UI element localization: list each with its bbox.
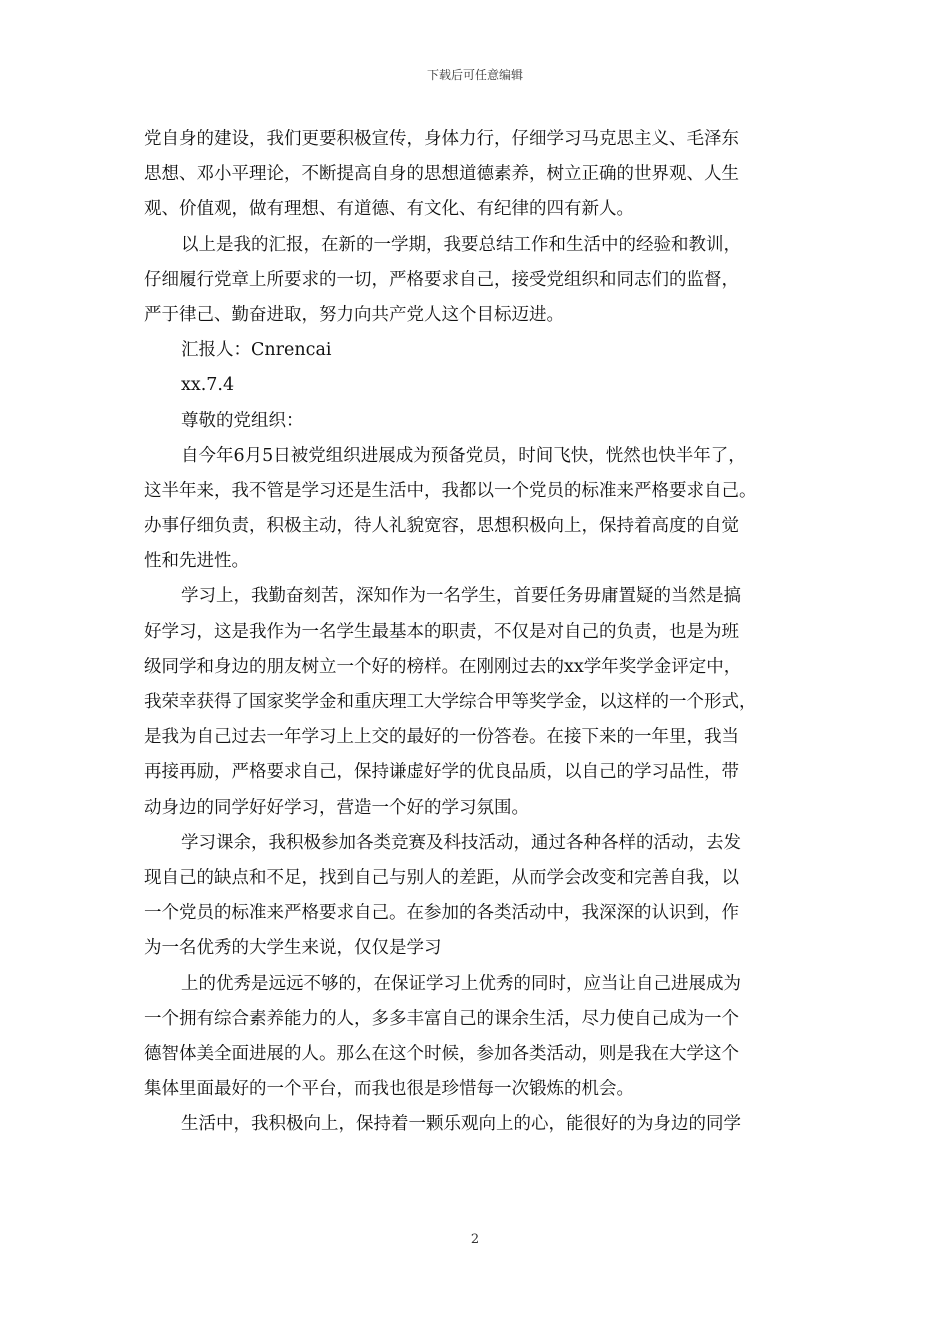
text-line: 动身边的同学好好学习，营造一个好的学习氛围。 (144, 797, 529, 818)
text-line: 党自身的建设，我们更要积极宣传，身体力行，仔细学习马克思主义、毛泽东 (144, 129, 739, 149)
salutation-line: 尊敬的党组织： (181, 410, 304, 431)
text-line: 生活中，我积极向上，保持着一颗乐观向上的心，能很好的为身边的同学 (181, 1114, 741, 1135)
text-line: 上的优秀是远远不够的，在保证学习上优秀的同时，应当让自己进展成为 (181, 973, 741, 994)
page-header: 下载后可任意编辑 (426, 68, 523, 82)
text-line: 级同学和身边的朋友树立一个好的榜样。在刚刚过去的xx学年奖学金评定中， (144, 656, 742, 677)
text-line: 思想、邓小平理论，不断提高自身的思想道德素养，树立正确的世界观、人生 (144, 164, 739, 185)
signature-line: 汇报人：Cnrencai (181, 340, 332, 361)
text-line: 一个党员的标准来严格要求自己。在参加的各类活动中，我深深的认识到，作 (144, 903, 739, 924)
text-line: 学习课余，我积极参加各类竞赛及科技活动，通过各种各样的活动，去发 (181, 832, 741, 853)
text-line: 学习上，我勤奋刻苦，深知作为一名学生，首要任务毋庸置疑的当然是搞 (181, 586, 741, 607)
text-line: 集体里面最好的一个平台，而我也很是珍惜每一次锻炼的机会。 (144, 1079, 634, 1100)
document-body (144, 122, 812, 1142)
text-line: 德智体美全面进展的人。那么在这个时候，参加各类活动，则是我在大学这个 (144, 1043, 739, 1064)
text-line: 观、价值观，做有理想、有道德、有文化、有纪律的四有新人。 (144, 199, 634, 220)
text-line: 我荣幸获得了国家奖学金和重庆理工大学综合甲等奖学金，以这样的一个形式， (144, 692, 757, 712)
date-line: xx.7.4 (181, 375, 235, 396)
text-line: 性和先进性。 (144, 551, 249, 572)
text-line: 这半年来，我不管是学习还是生活中，我都以一个党员的标准来严格要求自己。 (144, 480, 757, 501)
text-line: 是我为自己过去一年学习上上交的最好的一份答卷。在接下来的一年里，我当 (144, 727, 739, 748)
text-line: 以上是我的汇报，在新的一学期，我要总结工作和生活中的经验和教训， (181, 234, 741, 255)
text-line: 再接再励，严格要求自己，保持谦虚好学的优良品质，以自己的学习品性，带 (144, 762, 739, 783)
text-line: 为一名优秀的大学生来说，仅仅是学习 (144, 938, 442, 959)
text-line: 办事仔细负责，积极主动，待人礼貌宽容，思想积极向上，保持着高度的自觉 (144, 516, 739, 537)
text-line: 现自己的缺点和不足，找到自己与别人的差距，从而学会改变和完善自我，以 (144, 867, 739, 888)
text-line: 一个拥有综合素养能力的人，多多丰富自己的课余生活，尽力使自己成为一个 (144, 1008, 739, 1029)
text-line: 仔细履行党章上所要求的一切，严格要求自己，接受党组织和同志们的监督， (144, 269, 739, 290)
text-line: 好学习，这是我作为一名学生最基本的职责，不仅是对自己的负责，也是为班 (144, 621, 739, 642)
page-number: 2 (470, 1232, 480, 1247)
text-line: 严于律己、勤奋进取，努力向共产党人这个目标迈进。 (144, 304, 564, 325)
text-line: 自今年6月5日被党组织进展成为预备党员，时间飞快，恍然也快半年了， (181, 445, 746, 466)
